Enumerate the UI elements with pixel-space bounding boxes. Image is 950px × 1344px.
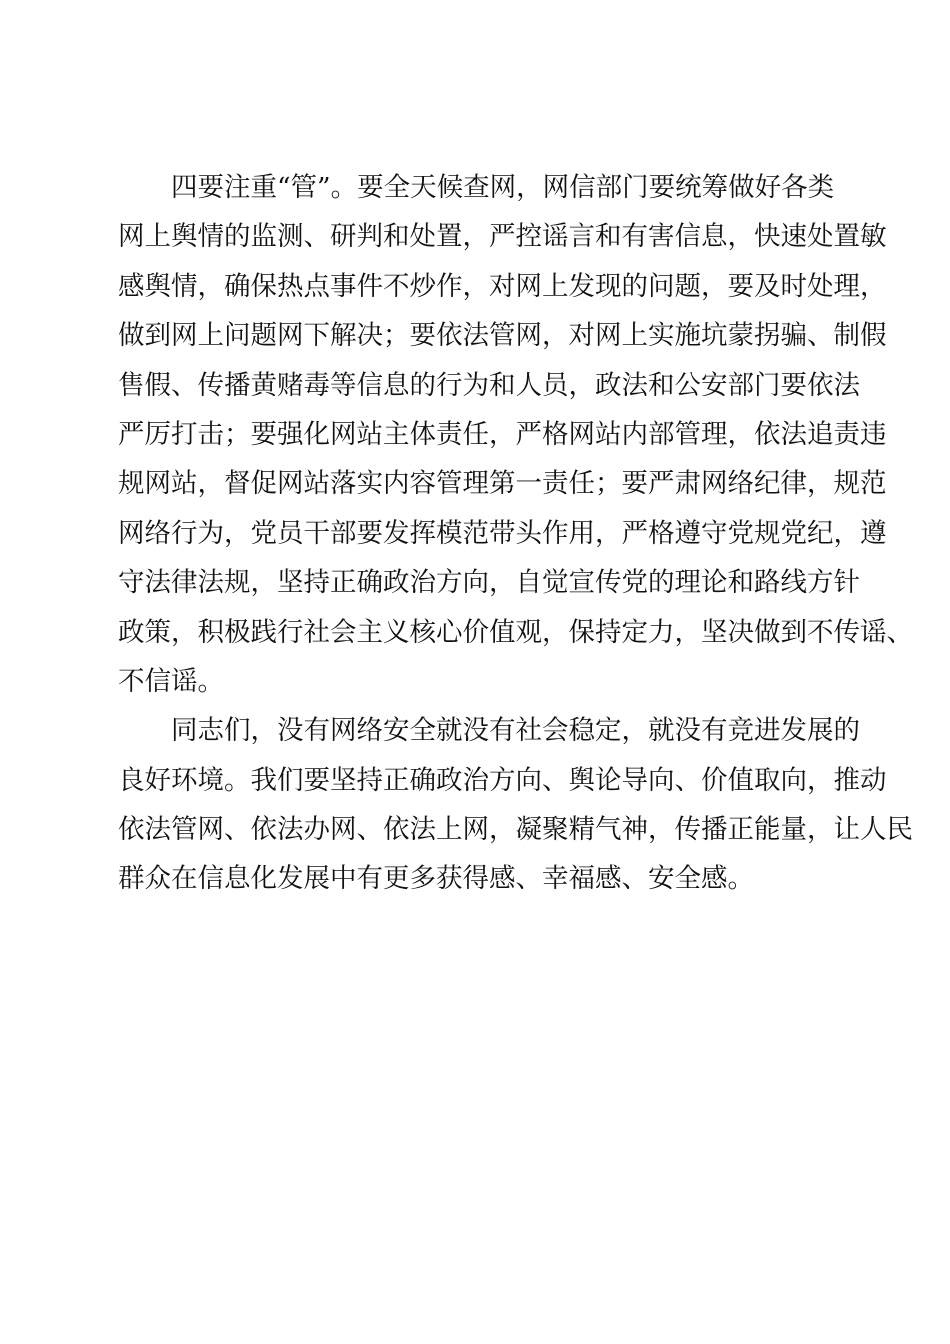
paragraph-1-line-6: 严厉打击；要强化网站主体责任，严格网站内部管理，依法追责违 <box>118 418 887 450</box>
paragraph-1-line-4: 做到网上问题网下解决；要依法管网，对网上实施坑蒙拐骗、制假 <box>118 320 887 352</box>
document-body <box>118 168 913 909</box>
paragraph-1-line-1: 四要注重“管”。要全天候查网，网信部门要统筹做好各类 <box>171 172 835 203</box>
paragraph-2-line-2: 良好环境。我们要坚持正确政治方向、舆论导向、价值取向，推动 <box>118 764 887 796</box>
paragraph-2-line-3: 依法管网、依法办网、依法上网，凝聚精气神，传播正能量，让人民 <box>118 814 913 846</box>
paragraph-2-line-1: 同志们，没有网络安全就没有社会稳定，就没有竞进发展的 <box>171 715 860 747</box>
paragraph-1-line-11: 不信谣。 <box>118 665 224 697</box>
paragraph-2-line-4: 群众在信息化发展中有更多获得感、幸福感、安全感。 <box>118 863 754 895</box>
paragraph-1-line-5: 售假、传播黄赌毒等信息的行为和人员，政法和公安部门要依法 <box>118 369 860 401</box>
paragraph-1-line-9: 守法律法规，坚持正确政治方向，自觉宣传党的理论和路线方针 <box>118 567 860 599</box>
paragraph-1-line-7: 规网站，督促网站落实内容管理第一责任；要严肃网络纪律，规范 <box>118 468 887 500</box>
paragraph-1-line-2: 网上舆情的监测、研判和处置，严控谣言和有害信息，快速处置敏 <box>118 221 887 253</box>
paragraph-1-line-8: 网络行为，党员干部要发挥模范带头作用，严格遵守党规党纪，遵 <box>118 517 887 549</box>
paragraph-1-line-3: 感舆情，确保热点事件不炒作，对网上发现的问题，要及时处理， <box>118 270 887 302</box>
paragraph-1-line-10: 政策，积极践行社会主义核心价值观，保持定力，坚决做到不传谣、 <box>118 616 913 648</box>
